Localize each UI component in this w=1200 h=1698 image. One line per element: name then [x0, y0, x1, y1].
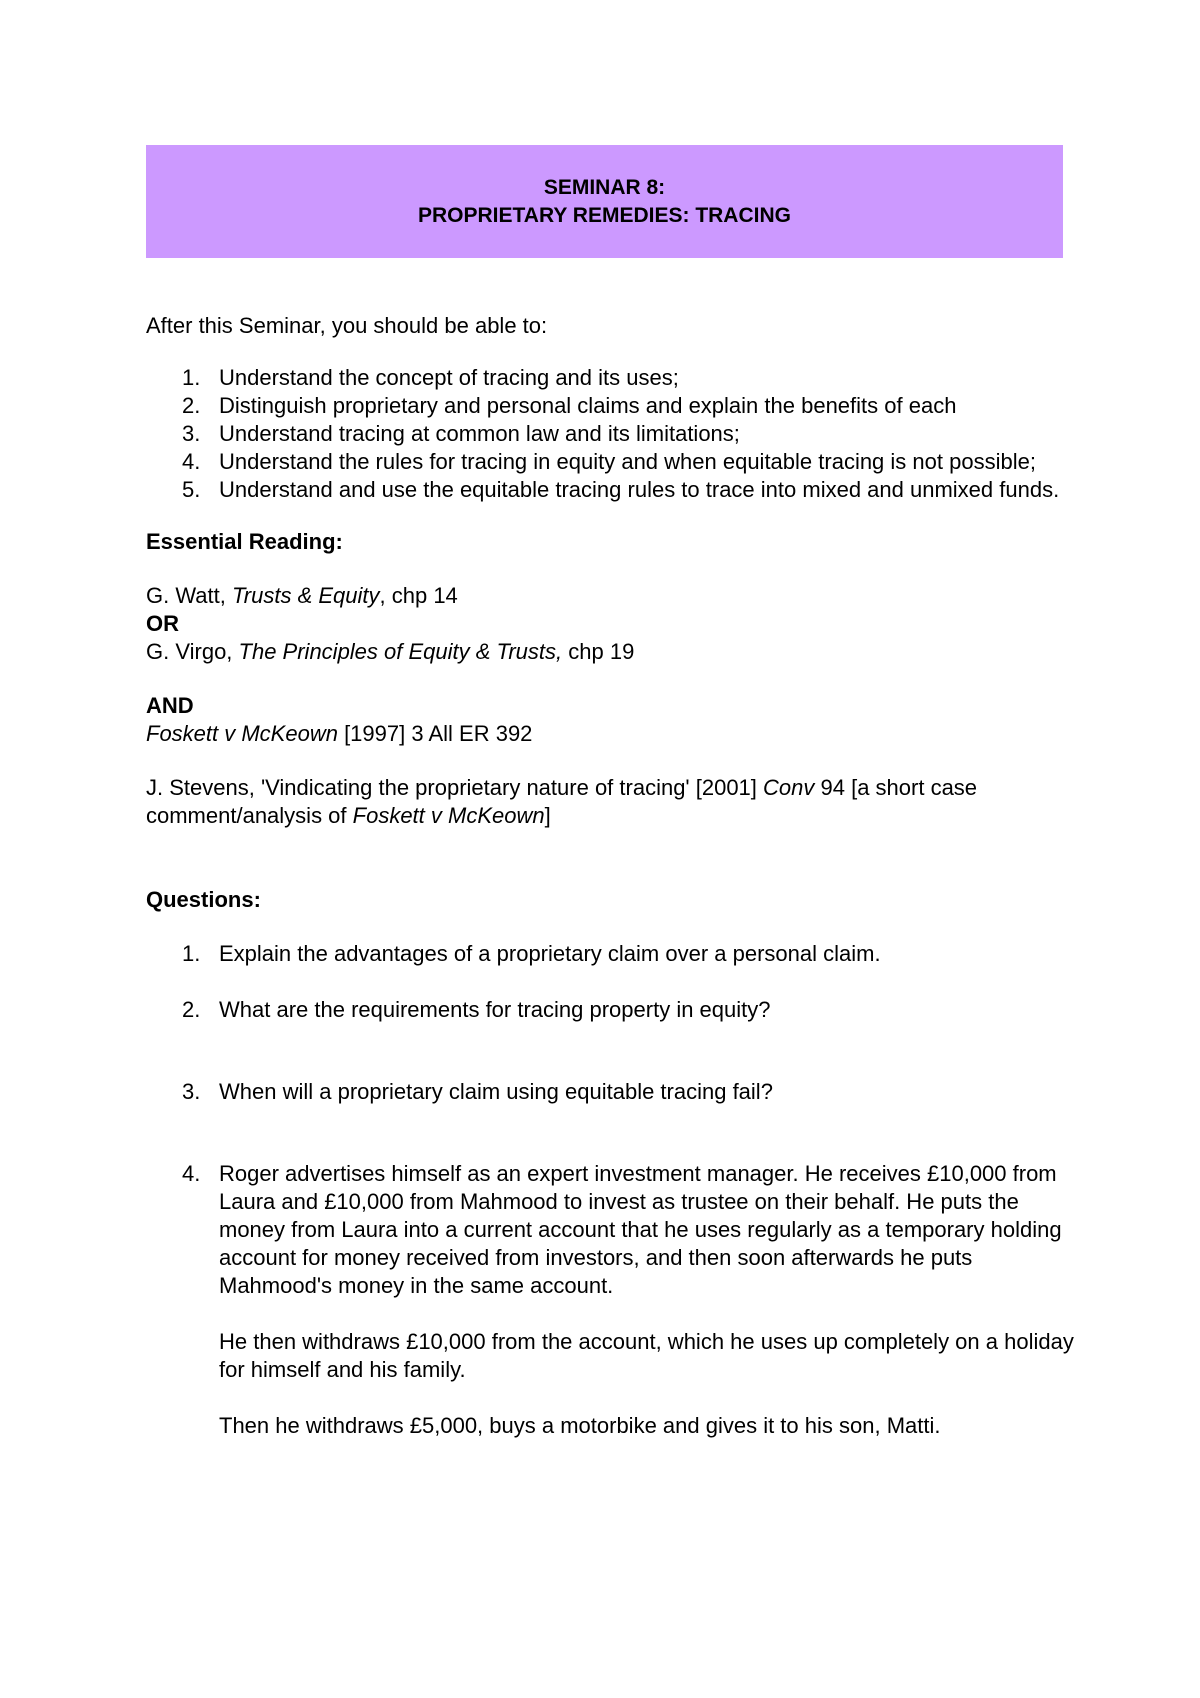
reading-heading: Essential Reading: — [146, 529, 343, 554]
list-number: 2. — [182, 997, 201, 1022]
questions-list — [146, 940, 1076, 1440]
list-number: 1. — [182, 365, 201, 390]
article-note: 94 [a short case comment/analysis of — [146, 775, 978, 828]
reading-stevens — [146, 774, 1076, 830]
question-4 — [146, 1160, 1076, 1440]
reading-foskett — [146, 720, 1076, 748]
list-item — [146, 420, 1076, 448]
objectives-intro: After this Seminar, you should be able to: — [146, 313, 548, 338]
reading-or: OR — [146, 611, 179, 636]
question-1 — [146, 940, 1076, 968]
case-name: Foskett v McKeown — [352, 803, 545, 828]
list-item — [146, 392, 1076, 420]
question-paragraph: Roger advertises himself as an expert investment manager. He receives £10,000 from Laura and £10,000 from Mahmood to invest as trustee on their behalf. He puts the money from Laura into a current account that he uses regularly as a temporary holding account for money received from investors, and then soon afterwards he puts Mahmood's money in the same account. — [219, 1161, 1062, 1298]
list-number: 3. — [182, 1079, 201, 1104]
case-name: Foskett v McKeown — [146, 721, 338, 746]
reading-virgo — [146, 638, 1076, 666]
list-number: 4. — [182, 449, 201, 474]
question-2 — [146, 996, 1076, 1024]
journal-name: Conv — [763, 775, 815, 800]
reading-author: G. Watt, — [146, 583, 232, 608]
seminar-title-banner — [146, 145, 1063, 258]
list-number: 4. — [182, 1161, 201, 1186]
document-body — [146, 312, 1076, 1440]
reading-chapter: , chp 14 — [379, 583, 458, 608]
list-text: Distinguish proprietary and personal claims and explain the benefits of each — [219, 393, 957, 418]
list-text: Understand the rules for tracing in equity and when equitable tracing is not possible; — [219, 449, 1036, 474]
objectives-list — [146, 364, 1076, 504]
list-item — [146, 364, 1076, 392]
list-number: 3. — [182, 421, 201, 446]
seminar-topic: PROPRIETARY REMEDIES: TRACING — [418, 203, 791, 227]
list-item — [146, 476, 1076, 504]
article-citation: J. Stevens, 'Vindicating the proprietary nature of tracing' [2001] — [146, 775, 764, 800]
list-text: Understand the concept of tracing and its uses; — [219, 365, 679, 390]
question-paragraph: Then he withdraws £5,000, buys a motorbike and gives it to his son, Matti. — [219, 1413, 941, 1438]
case-citation: [1997] 3 All ER 392 — [337, 721, 533, 746]
question-text: When will a proprietary claim using equitable tracing fail? — [219, 1079, 773, 1104]
reading-and: AND — [146, 693, 194, 718]
reading-author: G. Virgo, — [146, 639, 239, 664]
question-paragraph: He then withdraws £10,000 from the account, which he uses up completely on a holiday for himself and his family. — [219, 1329, 1074, 1382]
book-title: The Principles of Equity & Trusts, — [238, 639, 563, 664]
question-text: What are the requirements for tracing property in equity? — [219, 997, 771, 1022]
question-3 — [146, 1078, 1076, 1106]
article-note-end: ] — [544, 803, 551, 828]
list-item — [146, 448, 1076, 476]
list-text: Understand tracing at common law and its limitations; — [219, 421, 740, 446]
list-number: 5. — [182, 477, 201, 502]
reading-watt — [146, 582, 1076, 610]
book-title: Trusts & Equity — [231, 583, 380, 608]
seminar-number: SEMINAR 8: — [543, 175, 666, 199]
list-number: 2. — [182, 393, 201, 418]
questions-heading: Questions: — [146, 887, 261, 912]
list-number: 1. — [182, 941, 201, 966]
question-text: Explain the advantages of a proprietary claim over a personal claim. — [219, 941, 881, 966]
list-text: Understand and use the equitable tracing rules to trace into mixed and unmixed funds. — [219, 477, 1060, 502]
reading-chapter: chp 19 — [562, 639, 635, 664]
